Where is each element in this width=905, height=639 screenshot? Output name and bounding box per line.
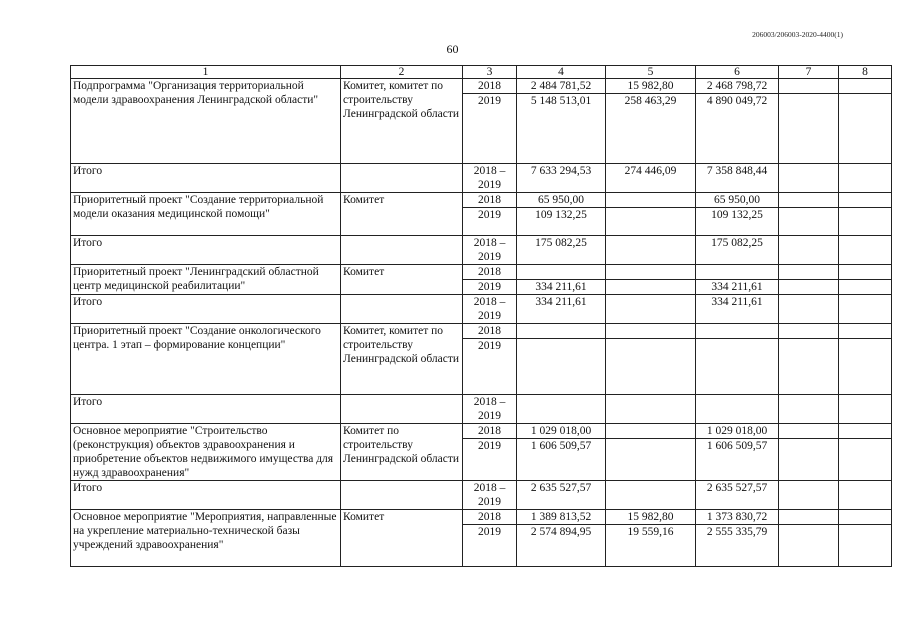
amount-regional-cell: 109 132,25	[696, 208, 779, 236]
amount-total-cell: 7 633 294,53	[517, 164, 606, 193]
column-number: 4	[517, 66, 606, 79]
empty-cell	[779, 339, 839, 395]
empty-cell	[839, 481, 892, 510]
year-cell: 2018	[463, 79, 517, 94]
empty-cell	[839, 79, 892, 94]
empty-cell	[839, 525, 892, 567]
table-row	[71, 236, 892, 265]
amount-total-cell	[517, 324, 606, 339]
empty-cell	[779, 295, 839, 324]
amount-regional-cell	[696, 339, 779, 395]
column-number: 1	[71, 66, 341, 79]
empty-cell	[779, 236, 839, 265]
page-number: 60	[446, 42, 459, 56]
amount-federal-cell	[606, 424, 696, 439]
table-row	[71, 510, 892, 525]
year-cell: 2018 – 2019	[463, 164, 517, 193]
amount-federal-cell: 19 559,16	[606, 525, 696, 567]
empty-cell	[779, 164, 839, 193]
executor-cell: Комитет	[341, 193, 463, 236]
executor-cell	[341, 295, 463, 324]
amount-total-cell: 5 148 513,01	[517, 94, 606, 164]
activity-name-cell: Приоритетный проект "Ленинградский областной центр медицинской реабилитации"	[71, 265, 341, 295]
empty-cell	[839, 193, 892, 208]
amount-regional-cell: 4 890 049,72	[696, 94, 779, 164]
amount-federal-cell	[606, 339, 696, 395]
empty-cell	[779, 280, 839, 295]
activity-name-cell: Основное мероприятие "Мероприятия, направленные на укрепление материально-технической базы учреждений здравоохранения"	[71, 510, 341, 567]
executor-cell: Комитет	[341, 510, 463, 567]
amount-federal-cell	[606, 208, 696, 236]
executor-cell: Комитет	[341, 265, 463, 295]
year-cell: 2019	[463, 439, 517, 481]
amount-regional-cell: 2 468 798,72	[696, 79, 779, 94]
table-row	[71, 164, 892, 193]
amount-federal-cell	[606, 295, 696, 324]
column-number: 3	[463, 66, 517, 79]
year-cell: 2019	[463, 339, 517, 395]
empty-cell	[839, 280, 892, 295]
table-row	[71, 395, 892, 424]
year-cell: 2018	[463, 193, 517, 208]
amount-total-cell: 334 211,61	[517, 295, 606, 324]
amount-regional-cell: 7 358 848,44	[696, 164, 779, 193]
amount-total-cell: 109 132,25	[517, 208, 606, 236]
document-code: 206003/206003-2020-4400(1)	[752, 30, 843, 39]
year-cell: 2019	[463, 208, 517, 236]
executor-cell: Комитет, комитет по строительству Ленинградской области	[341, 79, 463, 164]
year-cell: 2018 – 2019	[463, 395, 517, 424]
empty-cell	[839, 424, 892, 439]
amount-regional-cell: 2 555 335,79	[696, 525, 779, 567]
empty-cell	[779, 265, 839, 280]
amount-total-cell	[517, 395, 606, 424]
empty-cell	[779, 525, 839, 567]
amount-regional-cell: 175 082,25	[696, 236, 779, 265]
total-label-cell: Итого	[71, 236, 341, 265]
table-row	[71, 295, 892, 324]
amount-total-cell: 65 950,00	[517, 193, 606, 208]
amount-total-cell: 1 606 509,57	[517, 439, 606, 481]
table-row	[71, 481, 892, 510]
empty-cell	[779, 193, 839, 208]
table-row	[71, 79, 892, 94]
empty-cell	[839, 439, 892, 481]
empty-cell	[779, 510, 839, 525]
table-row	[71, 265, 892, 280]
empty-cell	[839, 236, 892, 265]
table-row	[71, 424, 892, 439]
empty-cell	[839, 295, 892, 324]
amount-federal-cell: 258 463,29	[606, 94, 696, 164]
amount-total-cell	[517, 265, 606, 280]
empty-cell	[839, 395, 892, 424]
empty-cell	[839, 208, 892, 236]
executor-cell	[341, 481, 463, 510]
amount-regional-cell: 2 635 527,57	[696, 481, 779, 510]
amount-regional-cell: 334 211,61	[696, 280, 779, 295]
empty-cell	[779, 208, 839, 236]
amount-total-cell: 1 389 813,52	[517, 510, 606, 525]
amount-federal-cell	[606, 265, 696, 280]
amount-regional-cell: 1 029 018,00	[696, 424, 779, 439]
amount-federal-cell	[606, 481, 696, 510]
empty-cell	[779, 324, 839, 339]
amount-federal-cell: 15 982,80	[606, 79, 696, 94]
amount-regional-cell: 1 606 509,57	[696, 439, 779, 481]
column-number: 7	[779, 66, 839, 79]
column-number: 8	[839, 66, 892, 79]
amount-total-cell	[517, 339, 606, 395]
amount-total-cell: 2 484 781,52	[517, 79, 606, 94]
amount-federal-cell	[606, 280, 696, 295]
amount-total-cell: 334 211,61	[517, 280, 606, 295]
empty-cell	[839, 94, 892, 164]
column-number: 5	[606, 66, 696, 79]
empty-cell	[779, 79, 839, 94]
empty-cell	[779, 481, 839, 510]
year-cell: 2019	[463, 94, 517, 164]
empty-cell	[839, 339, 892, 395]
total-label-cell: Итого	[71, 481, 341, 510]
column-number: 6	[696, 66, 779, 79]
column-number-row	[71, 66, 892, 79]
column-number: 2	[341, 66, 463, 79]
total-label-cell: Итого	[71, 395, 341, 424]
total-label-cell: Итого	[71, 164, 341, 193]
activity-name-cell: Приоритетный проект "Создание онкологического центра. 1 этап – формирование концепции"	[71, 324, 341, 395]
amount-regional-cell	[696, 395, 779, 424]
empty-cell	[779, 94, 839, 164]
empty-cell	[779, 424, 839, 439]
empty-cell	[779, 439, 839, 481]
amount-federal-cell	[606, 324, 696, 339]
year-cell: 2018	[463, 424, 517, 439]
empty-cell	[839, 324, 892, 339]
year-cell: 2018 – 2019	[463, 481, 517, 510]
amount-federal-cell: 274 446,09	[606, 164, 696, 193]
year-cell: 2018	[463, 324, 517, 339]
activity-name-cell: Приоритетный проект "Создание территориальной модели оказания медицинской помощи"	[71, 193, 341, 236]
empty-cell	[839, 265, 892, 280]
amount-regional-cell: 334 211,61	[696, 295, 779, 324]
executor-cell: Комитет по строительству Ленинградской области	[341, 424, 463, 481]
executor-cell	[341, 236, 463, 265]
amount-regional-cell	[696, 324, 779, 339]
year-cell: 2018	[463, 265, 517, 280]
amount-total-cell: 2 635 527,57	[517, 481, 606, 510]
year-cell: 2019	[463, 525, 517, 567]
amount-regional-cell: 65 950,00	[696, 193, 779, 208]
amount-federal-cell	[606, 236, 696, 265]
table-row	[71, 193, 892, 208]
empty-cell	[839, 164, 892, 193]
budget-table	[70, 65, 892, 567]
year-cell: 2018 – 2019	[463, 236, 517, 265]
amount-federal-cell	[606, 193, 696, 208]
amount-total-cell: 175 082,25	[517, 236, 606, 265]
year-cell: 2019	[463, 280, 517, 295]
year-cell: 2018	[463, 510, 517, 525]
year-cell: 2018 – 2019	[463, 295, 517, 324]
amount-federal-cell: 15 982,80	[606, 510, 696, 525]
amount-federal-cell	[606, 395, 696, 424]
empty-cell	[839, 510, 892, 525]
amount-regional-cell	[696, 265, 779, 280]
activity-name-cell: Основное мероприятие "Строительство (реконструкция) объектов здравоохранения и приобретение объектов недвижимого имущества для нужд здравоохранения"	[71, 424, 341, 481]
activity-name-cell: Подпрограмма "Организация территориальной модели здравоохранения Ленинградской области"	[71, 79, 341, 164]
amount-federal-cell	[606, 439, 696, 481]
executor-cell	[341, 395, 463, 424]
amount-regional-cell: 1 373 830,72	[696, 510, 779, 525]
executor-cell	[341, 164, 463, 193]
executor-cell: Комитет, комитет по строительству Ленинградской области	[341, 324, 463, 395]
amount-total-cell: 1 029 018,00	[517, 424, 606, 439]
table-row	[71, 324, 892, 339]
amount-total-cell: 2 574 894,95	[517, 525, 606, 567]
empty-cell	[779, 395, 839, 424]
total-label-cell: Итого	[71, 295, 341, 324]
